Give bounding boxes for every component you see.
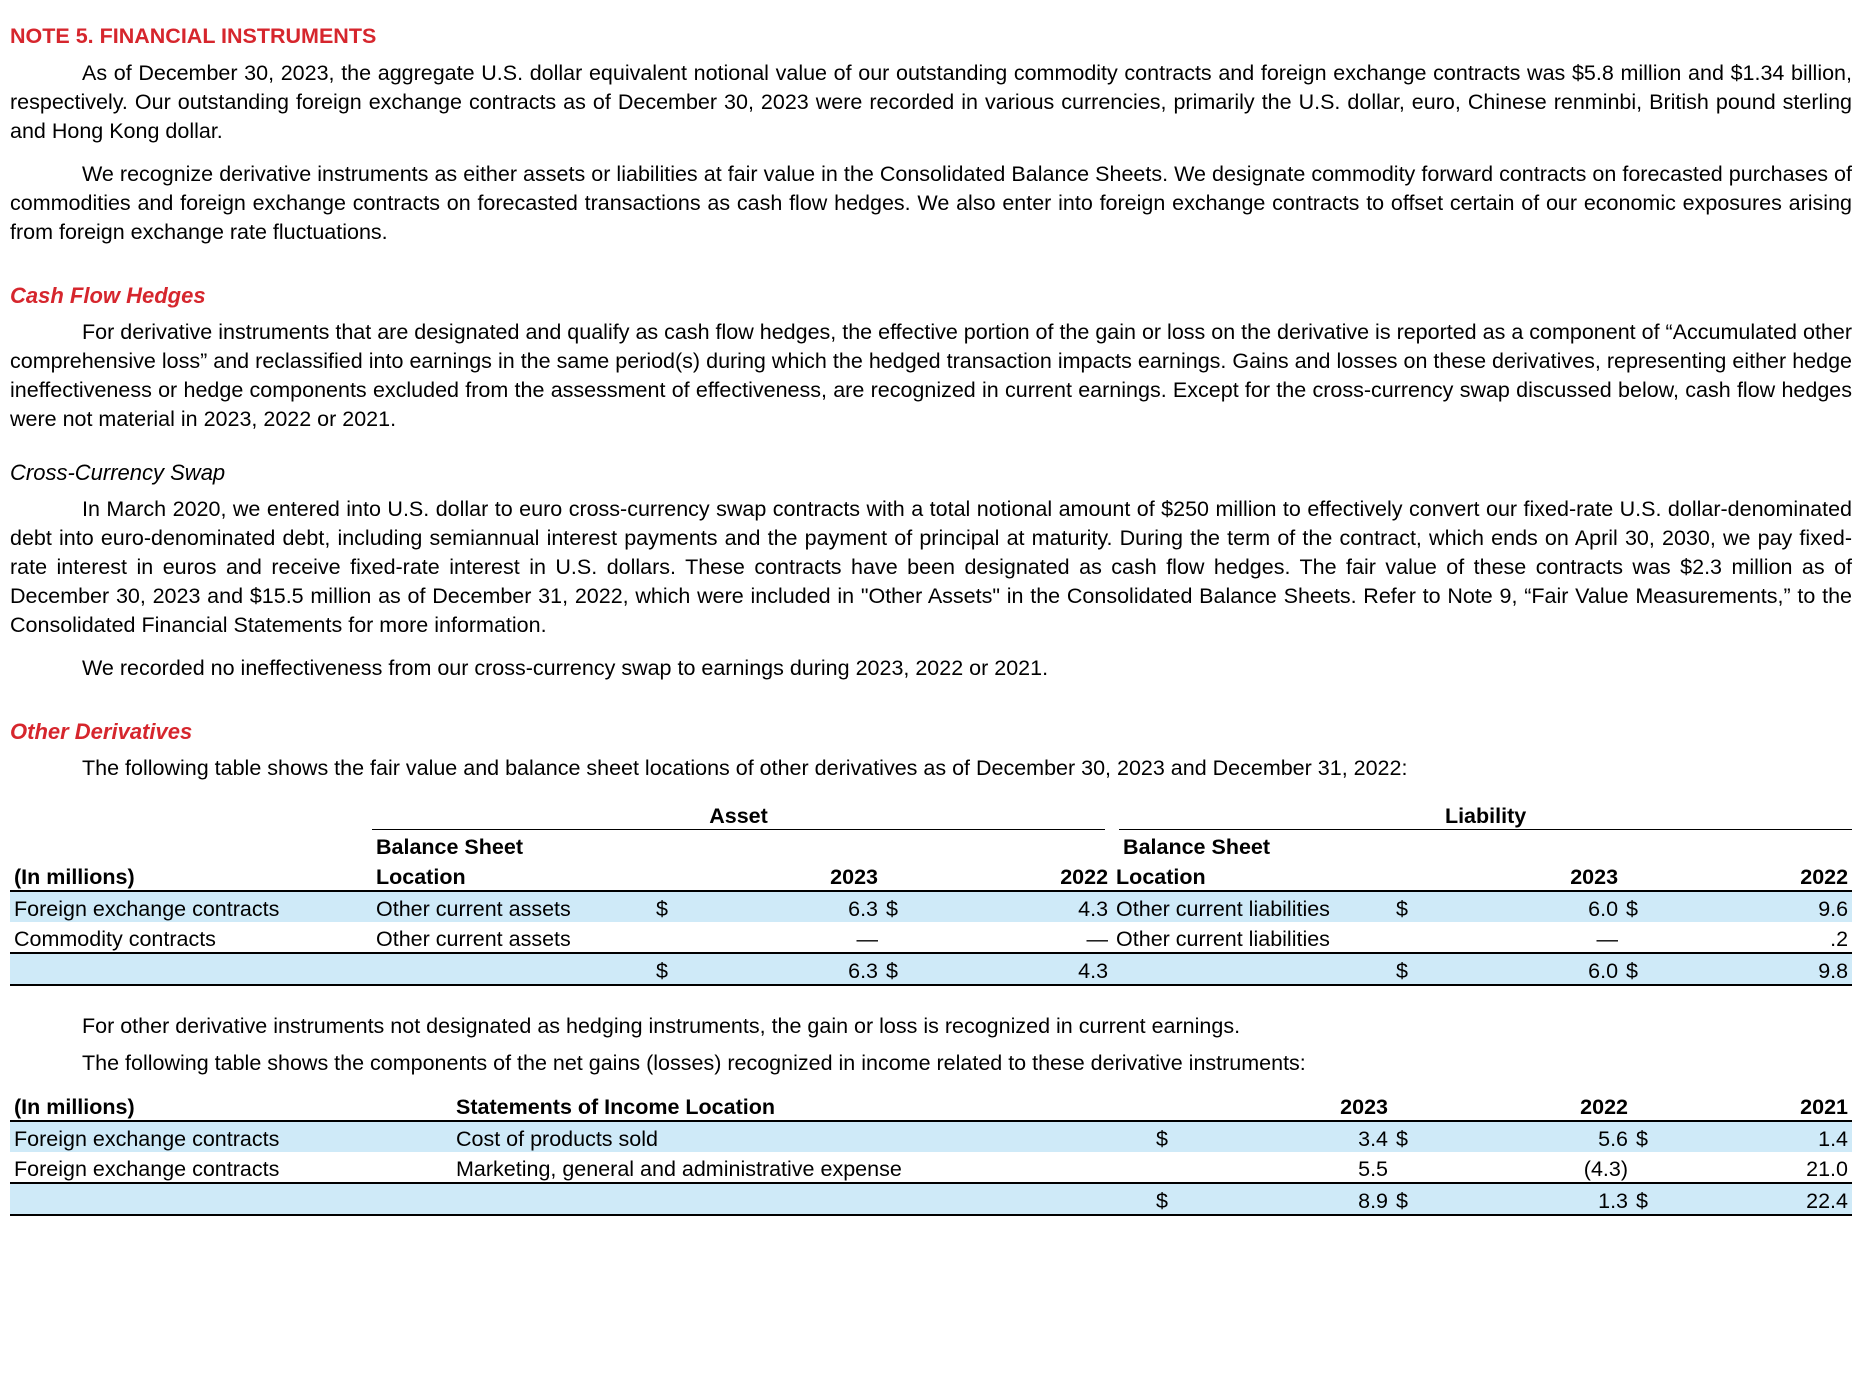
liability-2023-header: 2023 bbox=[1432, 860, 1622, 891]
asset-location-header-line2: Location bbox=[372, 860, 652, 891]
paragraph-derivative-recognition: We recognize derivative instruments as either assets or liabilities at fair value in the Consolidated Balance Sheets. We designate commodity forward contracts on forecasted purchases of commodities and foreign exchange contracts on forecasted transactions as cash flow hedges. We also enter into foreign exchange contracts to offset certain of our economic exposures arising from foreign exchange rate fluctuations. bbox=[10, 162, 1852, 244]
liability-location: Other current liabilities bbox=[1112, 891, 1392, 922]
table1-group-header-row bbox=[10, 799, 1852, 830]
in-millions-label: (In millions) bbox=[10, 1090, 452, 1121]
paragraph-table1-intro: The following table shows the fair value and balance sheet locations of other derivatives as of December 30, 2023 and December 31, 2022: bbox=[82, 756, 1408, 780]
value-2021: 21.0 bbox=[1806, 1157, 1848, 1181]
subheading-cross-currency-swap: Cross-Currency Swap bbox=[10, 460, 226, 485]
row-label: Foreign exchange contracts bbox=[10, 1121, 452, 1152]
paragraph-cross-currency-swap: In March 2020, we entered into U.S. dollar to euro cross-currency swap contracts with a total notional amount of $250 million to effectively convert our fixed-rate U.S. dollar-denominated debt into euro-denominated debt, including semiannual interest payments and the payment of principal at maturity. During the term of the contract, which ends on April 30, 2030, we pay fixed-rate interest in euros and receive fixed-rate interest in U.S. dollars. These contracts have been designated as cash flow hedges. The fair value of these contracts was $2.3 million as of December 30, 2023 and $15.5 million as of December 31, 2022, which were included in "Other Assets" in the Consolidated Balance Sheets. Refer to Note 9, “Fair Value Measurements,” to the Consolidated Financial Statements for more information. bbox=[10, 497, 1852, 637]
row-label: Foreign exchange contracts bbox=[10, 891, 372, 922]
value-2021: 1.4 bbox=[1672, 1121, 1852, 1152]
dollar-sign: $ bbox=[1632, 1183, 1672, 1215]
liability-2022-value: 9.6 bbox=[1662, 891, 1852, 922]
liability-header: Liability bbox=[1112, 799, 1852, 830]
section-heading-other-derivatives: Other Derivatives bbox=[10, 719, 193, 744]
dollar-sign: $ bbox=[882, 953, 922, 985]
asset-2022-header: 2022 bbox=[922, 860, 1112, 891]
total-2021: 22.4 bbox=[1672, 1183, 1852, 1215]
dollar-sign: $ bbox=[1152, 1183, 1192, 1215]
table-row bbox=[10, 891, 1852, 922]
table-row bbox=[10, 1152, 1852, 1183]
asset-2022-value: 4.3 bbox=[922, 891, 1112, 922]
row-label: Foreign exchange contracts bbox=[14, 1157, 280, 1181]
asset-2023-total: 6.3 bbox=[692, 953, 882, 985]
table-total-row bbox=[10, 1183, 1852, 1215]
table1-header-row-1 bbox=[10, 830, 1852, 861]
year-2021-header: 2021 bbox=[1672, 1090, 1852, 1121]
asset-2023-header: 2023 bbox=[692, 860, 882, 891]
dollar-sign: $ bbox=[1622, 891, 1662, 922]
dollar-sign: $ bbox=[1392, 1183, 1432, 1215]
table-row bbox=[10, 922, 1852, 953]
income-location-header: Statements of Income Location bbox=[452, 1090, 1152, 1121]
year-2023-header: 2023 bbox=[1192, 1090, 1392, 1121]
asset-2022-total: 4.3 bbox=[922, 953, 1112, 985]
asset-header: Asset bbox=[372, 799, 1112, 830]
note-title: NOTE 5. FINANCIAL INSTRUMENTS bbox=[10, 24, 377, 48]
value-2022: 5.6 bbox=[1432, 1121, 1632, 1152]
liability-2022-total: 9.8 bbox=[1662, 953, 1852, 985]
value-2023: 3.4 bbox=[1192, 1121, 1392, 1152]
income-location: Marketing, general and administrative expense bbox=[456, 1157, 902, 1181]
dollar-sign: $ bbox=[1392, 891, 1432, 922]
liability-2023-total: 6.0 bbox=[1432, 953, 1622, 985]
asset-2022-value: — bbox=[1086, 927, 1109, 951]
derivatives-fair-value-table bbox=[10, 799, 1852, 986]
dollar-sign: $ bbox=[1392, 953, 1432, 985]
table2-header-row bbox=[10, 1090, 1852, 1121]
paragraph-no-ineffectiveness: We recorded no ineffectiveness from our cross-currency swap to earnings during 2023, 2022 or 2021. bbox=[82, 656, 1049, 680]
dollar-sign: $ bbox=[1152, 1121, 1192, 1152]
paragraph-non-hedging: For other derivative instruments not designated as hedging instruments, the gain or loss is recognized in current earnings. bbox=[82, 1014, 1241, 1038]
total-2022: 1.3 bbox=[1432, 1183, 1632, 1215]
liability-location-header: Balance Sheet bbox=[1112, 830, 1392, 861]
section-heading-cash-flow-hedges: Cash Flow Hedges bbox=[10, 283, 206, 308]
liability-2023-value: 6.0 bbox=[1432, 891, 1622, 922]
dollar-sign: $ bbox=[1392, 1121, 1432, 1152]
paragraph-table2-intro: The following table shows the components of the net gains (losses) recognized in income related to these derivative instruments: bbox=[82, 1051, 1306, 1075]
liability-location: Other current liabilities bbox=[1116, 927, 1330, 951]
asset-2023-value: — bbox=[856, 927, 878, 951]
financial-note bbox=[10, 22, 1852, 1216]
in-millions-label: (In millions) bbox=[10, 860, 372, 891]
liability-2022-value: .2 bbox=[1830, 927, 1849, 951]
paragraph-notional-value: As of December 30, 2023, the aggregate U.S. dollar equivalent notional value of our outstanding commodity contracts and foreign exchange contracts was $5.8 million and $1.34 billion, respectively. Our outstanding foreign exchange contracts as of December 30, 2023 were recorded in various currencies, primarily the U.S. dollar, euro, Chinese renminbi, British pound sterling and Hong Kong dollar. bbox=[10, 61, 1852, 143]
dollar-sign: $ bbox=[652, 953, 692, 985]
dollar-sign: $ bbox=[652, 891, 692, 922]
liability-2022-header: 2022 bbox=[1662, 860, 1852, 891]
paragraph-cash-flow-hedges: For derivative instruments that are designated and qualify as cash flow hedges, the effective portion of the gain or loss on the derivative is reported as a component of “Accumulated other comprehensive loss” and reclassified into earnings in the same period(s) during which the hedged transaction impacts earnings. Gains and losses on these derivatives, representing either hedge ineffectiveness or hedge components excluded from the assessment of effectiveness, are recognized in current earnings. Except for the cross-currency swap discussed below, cash flow hedges were not material in 2023, 2022 or 2021. bbox=[10, 320, 1852, 431]
table-row bbox=[10, 1121, 1852, 1152]
dollar-sign: $ bbox=[1622, 953, 1662, 985]
row-label: Commodity contracts bbox=[14, 927, 216, 951]
asset-location-header: Balance Sheet bbox=[376, 835, 523, 859]
table1-header-row-2 bbox=[10, 860, 1852, 891]
asset-location: Other current assets bbox=[372, 891, 652, 922]
year-2022-header: 2022 bbox=[1432, 1090, 1632, 1121]
table-total-row bbox=[10, 953, 1852, 985]
income-location: Cost of products sold bbox=[452, 1121, 1152, 1152]
dollar-sign: $ bbox=[1632, 1121, 1672, 1152]
liability-2023-value: — bbox=[1596, 927, 1619, 951]
total-2023: 8.9 bbox=[1192, 1183, 1392, 1215]
dollar-sign: $ bbox=[882, 891, 922, 922]
asset-location: Other current assets bbox=[376, 927, 571, 951]
asset-2023-value: 6.3 bbox=[692, 891, 882, 922]
liability-location-header-line2: Location bbox=[1112, 860, 1392, 891]
value-2023: 5.5 bbox=[1358, 1157, 1388, 1181]
value-2022: (4.3) bbox=[1583, 1157, 1628, 1181]
derivatives-income-table bbox=[10, 1090, 1852, 1216]
